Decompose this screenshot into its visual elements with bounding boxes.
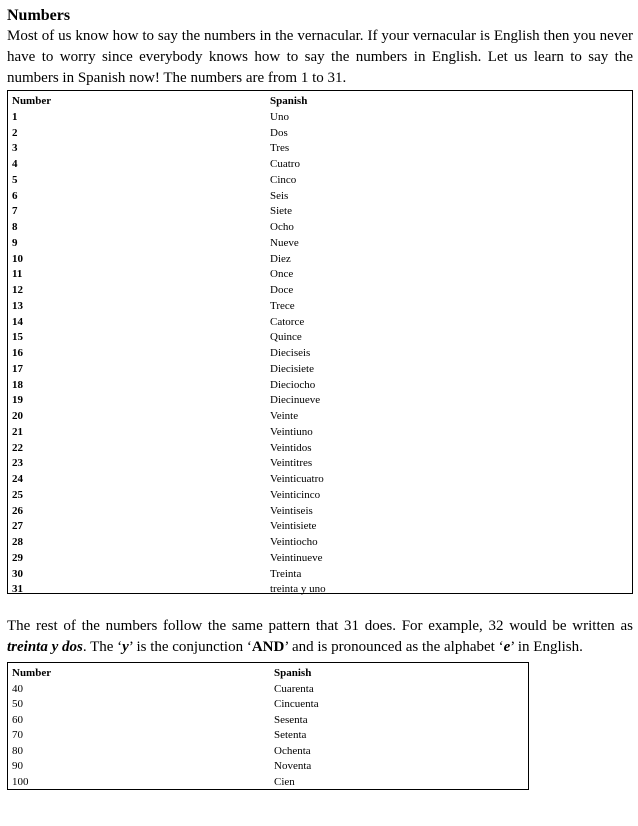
table-row <box>12 504 632 520</box>
spanish-cell: Setenta <box>274 729 307 741</box>
spanish-cell: Dieciseis <box>270 347 311 359</box>
number-cell: 100 <box>12 775 29 788</box>
table-row <box>12 519 632 535</box>
spanish-cell: Dieciocho <box>270 378 316 391</box>
spanish-cell: Veinticuatro <box>270 473 324 485</box>
spanish-cell: Veintinueve <box>270 551 323 564</box>
spanish-cell: Veintisiete <box>270 520 317 533</box>
number-cell: 90 <box>12 760 23 772</box>
number-cell: 70 <box>12 729 23 741</box>
number-cell: 13 <box>12 299 23 312</box>
table-row <box>12 582 632 598</box>
table-row <box>12 551 632 567</box>
spanish-cell: Dos <box>270 126 288 139</box>
spanish-cell: Noventa <box>274 760 312 772</box>
number-cell: 3 <box>12 142 18 155</box>
number-cell: 31 <box>12 583 23 596</box>
spanish-cell: Veintiuno <box>270 425 313 438</box>
table-row <box>12 441 632 457</box>
table-row <box>12 157 632 173</box>
numbers-table-tens <box>7 662 529 790</box>
table-row <box>12 283 632 299</box>
number-cell: 9 <box>12 236 18 249</box>
number-cell: 26 <box>12 504 23 517</box>
page-title: Numbers <box>7 7 71 24</box>
number-cell: 24 <box>12 473 23 485</box>
spanish-cell: Doce <box>270 284 294 296</box>
spanish-cell: Diez <box>270 252 291 265</box>
table-row <box>12 252 632 268</box>
table-row <box>12 535 632 551</box>
example-phrase: treinta y dos <box>7 639 83 655</box>
number-cell: 4 <box>12 158 18 170</box>
table-row <box>12 488 632 504</box>
number-cell: 8 <box>12 221 18 233</box>
number-cell: 22 <box>12 441 23 454</box>
table-row <box>12 141 632 157</box>
table-row <box>12 713 528 729</box>
column-header-spanish: Spanish <box>274 667 312 679</box>
number-cell: 16 <box>12 347 23 359</box>
spanish-cell: Veintiseis <box>270 504 313 517</box>
conjunction-letter: y <box>122 639 129 655</box>
table-row <box>12 346 632 362</box>
table-row <box>12 362 632 378</box>
spanish-cell: Cinco <box>270 173 297 186</box>
table-row <box>12 236 632 252</box>
spanish-cell: Cincuenta <box>274 698 319 710</box>
table-row <box>12 744 528 760</box>
table-row <box>12 425 632 441</box>
number-cell: 7 <box>12 205 18 218</box>
spanish-cell: Cuarenta <box>274 682 314 695</box>
alphabet-letter: e <box>503 639 511 655</box>
number-cell: 40 <box>12 682 23 695</box>
spanish-cell: Veinticinco <box>270 488 321 501</box>
spanish-cell: Diecisiete <box>270 362 314 375</box>
spanish-cell: Diecinueve <box>270 394 321 407</box>
numbers-table-1-31 <box>7 90 633 594</box>
table-row <box>12 393 632 409</box>
number-cell: 20 <box>12 410 23 422</box>
table-row <box>12 299 632 315</box>
number-cell: 19 <box>12 394 23 407</box>
number-cell: 1 <box>12 110 18 123</box>
spanish-cell: Catorce <box>270 315 305 328</box>
spanish-cell: Siete <box>270 205 292 218</box>
number-cell: 17 <box>12 362 23 375</box>
intro-paragraph: Most of us know how to say the numbers in the vernacular. If your vernacular is English then you never have to worry since everybody knows how to say the numbers in English. Let us learn to say the numbers in Spanish now! The numbers are from 1 to 31. <box>7 28 633 86</box>
document-page <box>7 6 633 790</box>
number-cell: 60 <box>12 713 23 726</box>
number-cell: 10 <box>12 252 23 265</box>
table-row <box>12 330 632 346</box>
number-cell: 15 <box>12 331 23 344</box>
spanish-cell: Seis <box>270 189 289 202</box>
spanish-cell: Nueve <box>270 236 299 249</box>
spanish-cell: Uno <box>270 110 289 123</box>
pattern-paragraph <box>7 616 633 658</box>
spanish-cell: Ocho <box>270 221 294 233</box>
spanish-cell: Once <box>270 268 294 281</box>
spanish-cell: Veinte <box>270 410 299 422</box>
spanish-cell: Veintiocho <box>270 536 318 548</box>
table-row <box>12 697 528 713</box>
number-cell: 14 <box>12 315 23 328</box>
column-header-number: Number <box>12 95 52 107</box>
spanish-cell: Treinta <box>270 567 302 580</box>
number-cell: 27 <box>12 520 23 533</box>
spanish-cell: Ochenta <box>274 744 311 757</box>
column-header-number: Number <box>12 667 52 679</box>
column-header-spanish: Spanish <box>270 95 308 107</box>
para-text: ’ is the conjunction ‘ <box>128 639 252 655</box>
number-cell: 21 <box>12 425 23 438</box>
spanish-cell: Trece <box>270 299 295 312</box>
table-row <box>12 378 632 394</box>
table-body <box>12 110 632 598</box>
number-cell: 11 <box>12 268 23 281</box>
spanish-cell: Veintitres <box>270 457 313 470</box>
number-cell: 18 <box>12 378 23 391</box>
spanish-cell: treinta y uno <box>270 583 326 596</box>
table-body <box>12 682 528 791</box>
table-row <box>12 267 632 283</box>
number-cell: 80 <box>12 744 23 757</box>
table-row <box>12 220 632 236</box>
spanish-cell: Tres <box>270 142 290 155</box>
number-cell: 28 <box>12 536 23 548</box>
table-row <box>12 775 528 791</box>
number-cell: 5 <box>12 173 18 186</box>
spanish-cell: Quince <box>270 331 302 344</box>
para-text: ’ in English. <box>510 639 583 655</box>
table-row <box>12 728 528 744</box>
table-row <box>12 173 632 189</box>
table-row <box>12 759 528 775</box>
table-row <box>12 409 632 425</box>
number-cell: 12 <box>12 284 23 296</box>
number-cell: 29 <box>12 551 23 564</box>
table-row <box>12 456 632 472</box>
number-cell: 6 <box>12 189 18 202</box>
number-cell: 23 <box>12 457 23 470</box>
table-header-row <box>12 666 528 682</box>
table-row <box>12 682 528 698</box>
table-row <box>12 126 632 142</box>
table-row <box>12 472 632 488</box>
number-cell: 30 <box>12 567 23 580</box>
table-row <box>12 110 632 126</box>
para-text: . The ‘ <box>82 639 123 655</box>
spanish-cell: Cuatro <box>270 158 300 170</box>
number-cell: 2 <box>12 126 18 139</box>
spanish-cell: Cien <box>274 775 295 788</box>
table-row <box>12 189 632 205</box>
table-row <box>12 315 632 331</box>
table-row <box>12 204 632 220</box>
and-word: AND <box>251 639 285 655</box>
spanish-cell: Sesenta <box>274 713 308 726</box>
table-header-row <box>12 94 632 110</box>
number-cell: 25 <box>12 488 23 501</box>
para-text: ’ and is pronounced as the alphabet ‘ <box>284 639 504 655</box>
para-text: The rest of the numbers follow the same pattern that 31 does. For example, 32 would be written as <box>7 618 633 634</box>
spanish-cell: Veintidos <box>270 441 312 454</box>
table-row <box>12 567 632 583</box>
number-cell: 50 <box>12 698 23 710</box>
